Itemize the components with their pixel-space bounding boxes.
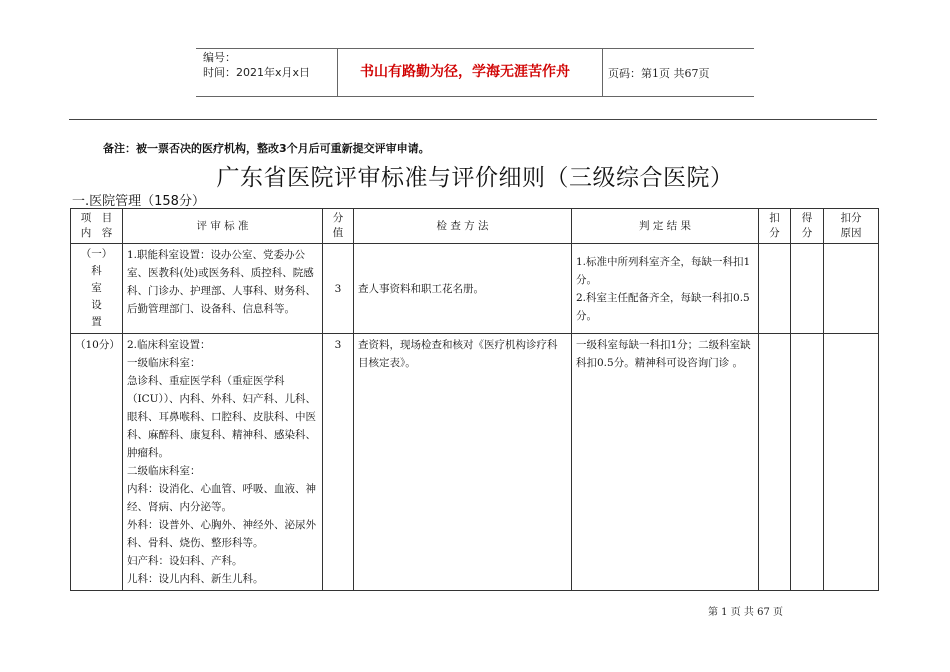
header-item: 项 目 内 容 bbox=[71, 209, 123, 244]
header-standard: 评 审 标 准 bbox=[123, 209, 323, 244]
header-deduct: 扣 分 bbox=[759, 209, 791, 244]
method-cell: 查人事资料和职工花名册。 bbox=[354, 244, 572, 334]
header-bottom-rule bbox=[196, 96, 754, 97]
page-title: 广东省医院评审标准与评价细则（三级综合医院） bbox=[216, 165, 734, 191]
page-footer: 第 1 页 共 67 页 bbox=[708, 607, 783, 618]
table-header-row bbox=[71, 209, 879, 244]
standards-table bbox=[70, 208, 879, 591]
header-method: 检 查 方 法 bbox=[354, 209, 572, 244]
standard-cell: 1.职能科室设置：设办公室、党委办公室、医教科(处)或医务科、质控科、院感科、门诊办、护理部、人事科、财务科、后勤管理部门、设备科、信息科等。 bbox=[123, 244, 323, 334]
gained-cell bbox=[791, 334, 824, 591]
score-cell: 3 bbox=[323, 244, 354, 334]
item-points-cell: （10分） bbox=[71, 334, 123, 591]
gained-cell bbox=[791, 244, 824, 334]
header-motto: 书山有路勤为径，学海无涯苦作舟 bbox=[360, 64, 570, 80]
deduct-cell bbox=[759, 244, 791, 334]
reason-cell bbox=[824, 244, 879, 334]
header-divider-2 bbox=[602, 48, 603, 97]
table-row bbox=[71, 334, 879, 591]
header-gained: 得 分 bbox=[791, 209, 824, 244]
standard-cell: 2.临床科室设置： 一级临床科室： 急诊科、重症医学科（重症医学科（ICU））、内科、外科、妇产科、儿科、眼科、耳鼻喉科、口腔科、皮肤科、中医科、麻醉科、康复科、精神科、感染科、肿瘤科。 二级临床科室： 内科：设消化、心血管、呼吸、血液、神经、肾病、内分泌等。 外科：设普外、心胸外、神经外、泌尿外科、骨科、烧伤、整形科等。 妇产科：设妇科、产科。 儿科：设儿内科、新生儿科。 bbox=[123, 334, 323, 591]
header-page-label: 页码：第1页 共67页 bbox=[608, 67, 710, 80]
header-meta bbox=[203, 50, 310, 80]
result-cell: 一级科室每缺一科扣1分；二级科室缺科扣0.5分。精神科可设咨询门诊 。 bbox=[572, 334, 759, 591]
reason-cell bbox=[824, 334, 879, 591]
deduct-cell bbox=[759, 334, 791, 591]
item-cell: （一） 科 室 设 置 bbox=[71, 244, 123, 334]
time-label: 时间：2021年x月x日 bbox=[203, 66, 311, 79]
header-divider-1 bbox=[337, 48, 338, 97]
header-result: 判 定 结 果 bbox=[572, 209, 759, 244]
section-title: 一.医院管理（158分） bbox=[72, 194, 205, 209]
method-cell: 查资料，现场检查和核对《医疗机构诊疗科目核定表》。 bbox=[354, 334, 572, 591]
score-cell: 3 bbox=[323, 334, 354, 591]
page-rule bbox=[69, 119, 877, 120]
table-row bbox=[71, 244, 879, 334]
result-cell: 1.标准中所列科室齐全，每缺一科扣1分。 2.科室主任配备齐全，每缺一科扣0.5分。 bbox=[572, 244, 759, 334]
note-text: 备注：被一票否决的医疗机构，整改3个月后可重新提交评审申请。 bbox=[103, 142, 430, 155]
header-reason: 扣分 原因 bbox=[824, 209, 879, 244]
header-top-rule bbox=[196, 48, 754, 49]
header-score: 分 值 bbox=[323, 209, 354, 244]
number-label: 编号： bbox=[203, 51, 236, 64]
